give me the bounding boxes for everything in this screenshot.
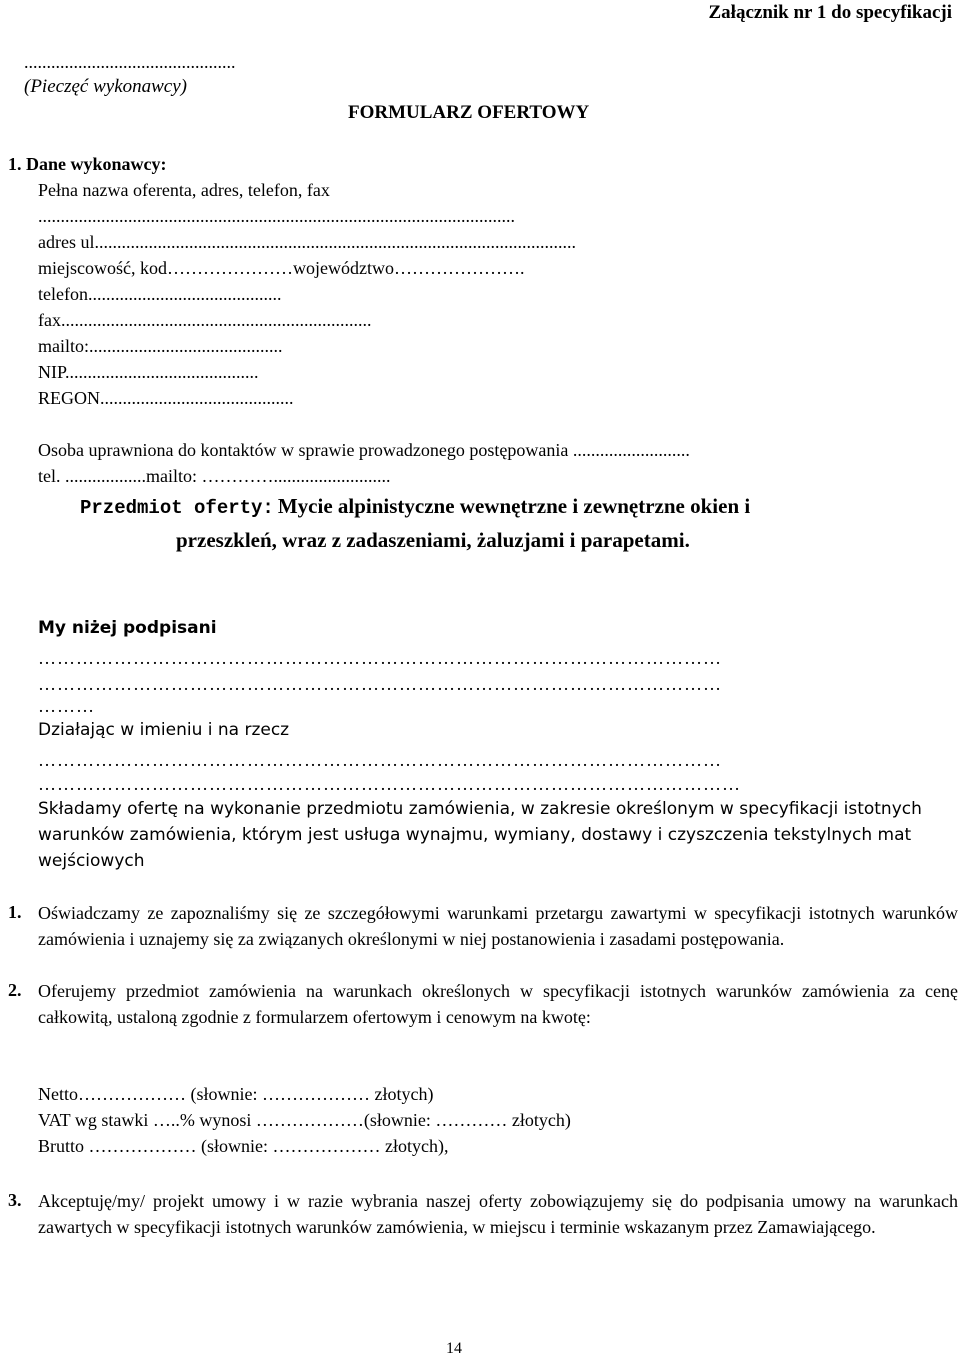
signed-heading: My niżej podpisani	[38, 618, 217, 638]
mail-line: mailto:...........................................	[38, 336, 283, 356]
fax-line: fax.....................................................................	[38, 310, 372, 330]
page-number: 14	[446, 1340, 462, 1357]
full-name-label: Pełna nazwa oferenta, adres, telefon, fax	[38, 180, 330, 200]
city-line: miejscowość, kod…………………województwo………………….	[38, 258, 525, 278]
price-brutto: Brutto ……………… (słownie: ……………… złotych),	[38, 1136, 449, 1156]
point-2-number: 2.	[8, 980, 22, 1000]
contact-person-line: Osoba uprawniona do kontaktów w sprawie prowadzonego postępowania ..........................	[38, 440, 690, 460]
point-3-number: 3.	[8, 1190, 22, 1210]
phone-line: telefon...........................................	[38, 284, 282, 304]
subject-label: Przedmiot oferty:	[80, 497, 274, 519]
subject-text-2: przeszkleń, wraz z zadaszeniami, żaluzjami i parapetami.	[176, 528, 690, 552]
offer-intro-paragraph: Składamy ofertę na wykonanie przedmiotu zamówienia, w zakresie określonym w specyfikacji istotnych warunków zamówienia, którym jest usługa wynajmu, wymiany, dostawy i czyszczenia tekstylnych mat wejściowych	[38, 799, 922, 871]
address-line: adres ul...........................................................................................................	[38, 232, 576, 252]
nip-line: NIP...........................................	[38, 362, 259, 382]
signed-dots-1: ………………………………………………………………………………………………	[38, 648, 722, 668]
full-name-dots: ..........................................................................................................	[38, 206, 515, 226]
point-1-text: Oświadczamy ze zapoznaliśmy się ze szczegółowymi warunkami przetargu zawartymi w specyfikacji istotnych warunków zamówienia i uznajemy się za związanych określonymi w niej postanowienia i zasadami postępowania.	[38, 903, 958, 949]
stamp-dots: ...............................................	[24, 52, 236, 72]
acting-dots-2: …………………………………………………………………………………………………	[38, 774, 741, 794]
form-title: FORMULARZ OFERTOWY	[348, 102, 590, 123]
acting-dots-1: ………………………………………………………………………………………………	[38, 750, 722, 770]
section-1-heading: 1. Dane wykonawcy:	[8, 154, 167, 174]
price-netto: Netto……………… (słownie: ……………… złotych)	[38, 1084, 434, 1104]
acting-label: Działając w imieniu i na rzecz	[38, 720, 290, 740]
subject-line-1	[80, 494, 750, 519]
subject-text-1: Mycie alpinistyczne wewnętrzne i zewnętrzne okien i	[277, 494, 751, 518]
regon-line: REGON...........................................	[38, 388, 294, 408]
signed-dots-3: ………	[38, 696, 95, 716]
attachment-label: Załącznik nr 1 do specyfikacji	[708, 2, 952, 23]
point-2-text: Oferujemy przedmiot zamówienia na warunkach określonych w specyfikacji istotnych warunków zamówienia za cenę całkowitą, ustaloną zgodnie z formularzem ofertowym i cenowym na kwotę:	[38, 981, 958, 1027]
point-1-number: 1.	[8, 902, 22, 922]
point-3-text: Akceptuję/my/ projekt umowy i w razie wybrania naszej oferty zobowiązujemy się do podpisania umowy na warunkach zawartych w specyfikacji istotnych warunków zamówienia, w miejscu i terminie wskazanym przez Zamawiającego.	[38, 1191, 958, 1237]
signed-dots-2: ………………………………………………………………………………………………	[38, 674, 722, 694]
price-vat: VAT wg stawki …..% wynosi ………………(słownie: ………… złotych)	[38, 1110, 571, 1130]
contact-tel-line: tel. ..................mailto: …………..........................	[38, 466, 391, 486]
stamp-label: (Pieczęć wykonawcy)	[24, 76, 187, 97]
